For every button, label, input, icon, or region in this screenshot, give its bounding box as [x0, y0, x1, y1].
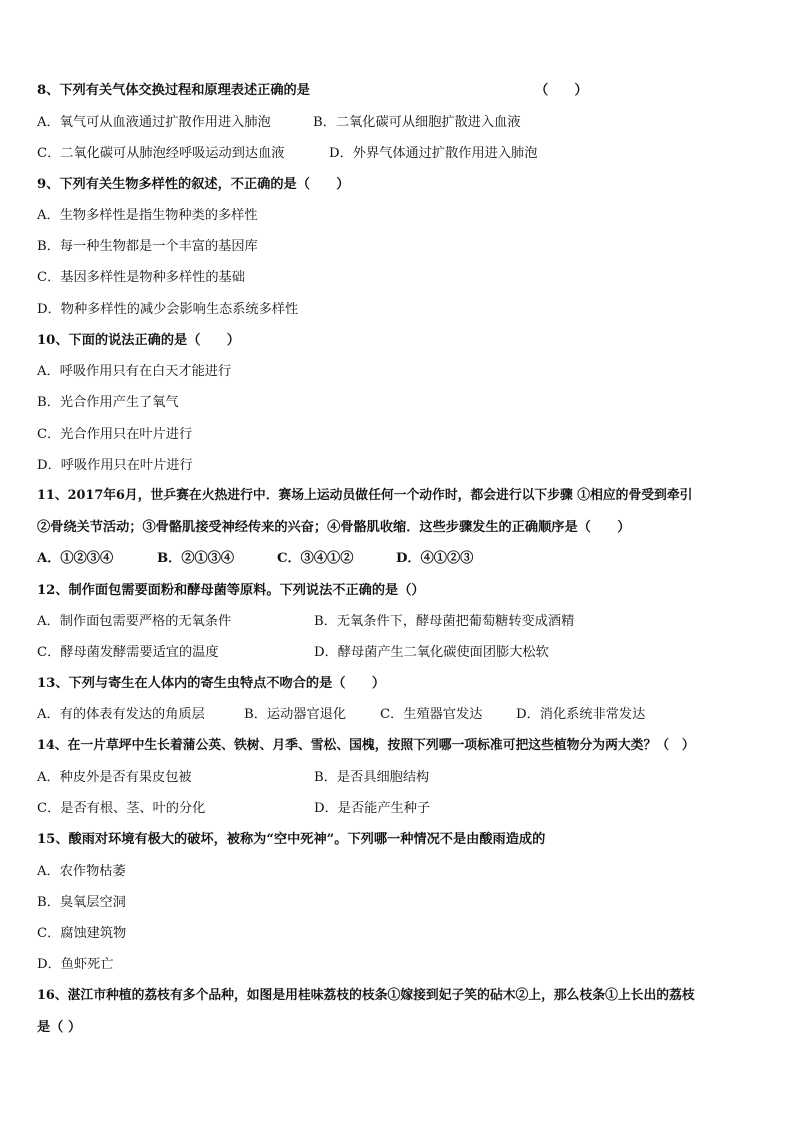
q10-option-a: A．呼吸作用只有在白天才能进行	[37, 364, 232, 379]
q9-option-a: A．生物多样性是指生物种类的多样性	[37, 208, 258, 223]
q12-stem: 12、制作面包需要面粉和酵母菌等原料。下列说法不正确的是（）	[37, 583, 425, 598]
q11-stem-line1: 11、2017年6月，世乒赛在火热进行中．赛场上运动员做任何一个动作时，都会进行以下步骤 ①相应的骨受到牵引	[37, 488, 693, 503]
q14-option-b: B．是否具细胞结构	[314, 770, 430, 785]
q12-option-b: B．无氧条件下，酵母菌把葡萄糖转变成酒精	[314, 614, 575, 629]
q13-option-a: A．有的体表有发达的角质层	[37, 707, 205, 722]
q8-answer-bracket: （ ）	[535, 83, 588, 98]
q11-option-b: B．②①③④	[157, 551, 235, 566]
q16-stem-line2: 是（ ）	[37, 1020, 82, 1035]
q9-option-b: B．每一种生物都是一个丰富的基因库	[37, 239, 258, 254]
q15-option-a: A．农作物枯萎	[37, 864, 126, 879]
q13-stem: 13、下列与寄生在人体内的寄生虫特点不吻合的是（ ）	[37, 676, 386, 691]
q11-stem-line2: ②骨绕关节活动；③骨骼肌接受神经传来的兴奋；④骨骼肌收缩．这些步骤发生的正确顺序是（ ）	[37, 520, 631, 535]
q14-option-a: A．种皮外是否有果皮包被	[37, 770, 192, 785]
q8-stem: 8、下列有关气体交换过程和原理表述正确的是	[37, 83, 310, 98]
q12-option-c: C．酵母菌发酵需要适宜的温度	[37, 645, 219, 660]
q9-option-d: D．物种多样性的减少会影响生态系统多样性	[37, 302, 299, 317]
q12-option-a: A．制作面包需要严格的无氧条件	[37, 614, 232, 629]
q10-stem: 10、下面的说法正确的是（ ）	[37, 333, 240, 348]
q16-stem-line1: 16、湛江市种植的荔枝有多个品种，如图是用桂味荔枝的枝条①嫁接到妃子笑的砧木②上，那么枝条①上长出的荔枝	[37, 988, 695, 1003]
q10-option-d: D．呼吸作用只在叶片进行	[37, 458, 193, 473]
q10-option-c: C．光合作用只在叶片进行	[37, 427, 193, 442]
q12-option-d: D．酵母菌产生二氧化碳使面团膨大松软	[314, 645, 549, 660]
q15-option-b: B．臭氧层空洞	[37, 895, 126, 910]
q10-option-b: B．光合作用产生了氧气	[37, 395, 179, 410]
q15-stem: 15、酸雨对环境有极大的破坏，被称为“空中死神”。下列哪一种情况不是由酸雨造成的	[37, 832, 546, 847]
q9-stem: 9、下列有关生物多样性的叙述，不正确的是（ ）	[37, 177, 350, 192]
q15-option-d: D．鱼虾死亡	[37, 957, 114, 972]
q13-option-c: C．生殖器官发达	[380, 707, 483, 722]
q9-option-c: C．基因多样性是物种多样性的基础	[37, 270, 245, 285]
q8-option-a: A．氧气可从血液通过扩散作用进入肺泡	[37, 115, 271, 130]
q8-option-b: B．二氧化碳可从细胞扩散进入血液	[313, 115, 521, 130]
q15-option-c: C．腐蚀建筑物	[37, 926, 127, 941]
q8-option-d: D．外界气体通过扩散作用进入肺泡	[329, 146, 538, 161]
q11-option-a: A．①②③④	[37, 551, 114, 566]
q14-stem: 14、在一片草坪中生长着蒲公英、铁树、月季、雪松、国槐，按照下列哪一项标准可把这些植物分为两大类？（ ）	[37, 738, 695, 753]
q13-option-b: B．运动器官退化	[244, 707, 347, 722]
q11-option-c: C．③④①②	[277, 551, 354, 566]
q11-option-d: D．④①②③	[396, 551, 474, 566]
q14-option-c: C．是否有根、茎、叶的分化	[37, 801, 206, 816]
q13-option-d: D．消化系统非常发达	[516, 707, 646, 722]
q8-option-c: C．二氧化碳可从肺泡经呼吸运动到达血液	[37, 146, 285, 161]
q14-option-d: D．是否能产生种子	[314, 801, 431, 816]
